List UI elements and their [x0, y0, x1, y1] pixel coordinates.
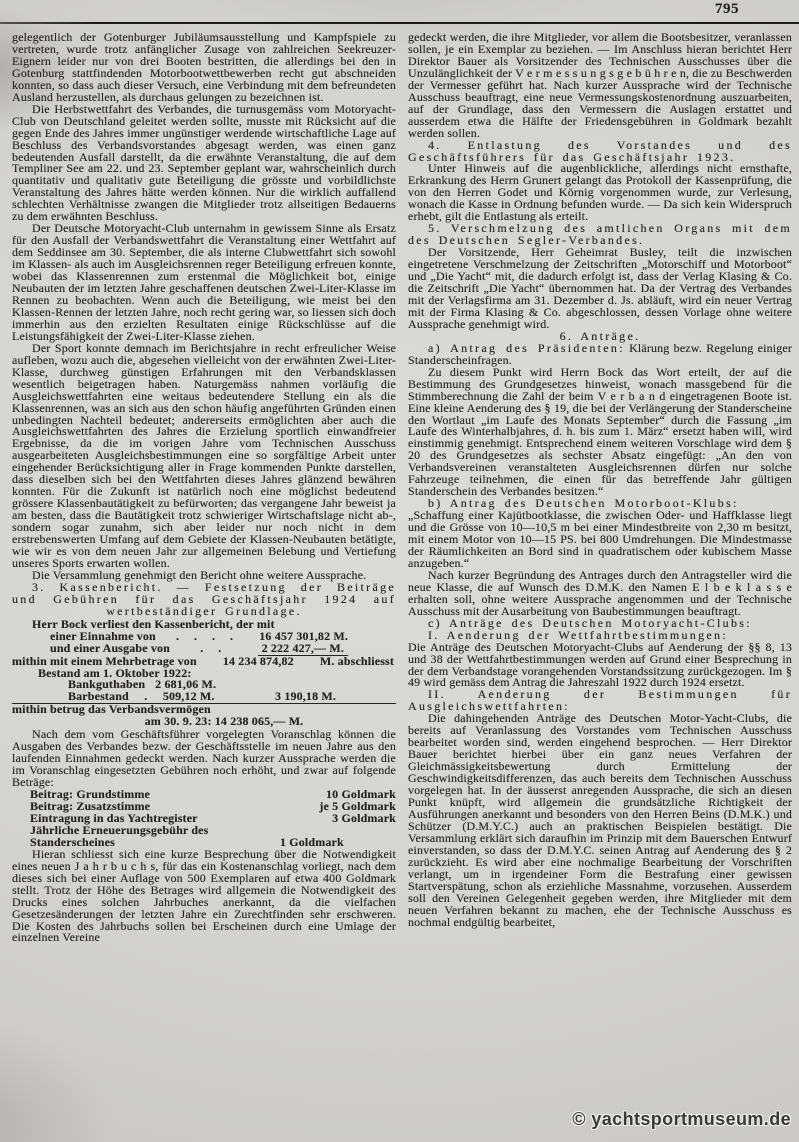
leader-dots: . . — [200, 640, 228, 655]
section-heading-antraege: 6. Anträge. — [559, 328, 641, 343]
paragraph: Unter Hinweis auf die augenblickliche, allerdings nicht ernsthafte, Erkrankung des Herrn Grunert gelangt das Protokoll der Kassenprüfung, die von den Herren Godet und Körnig vorgenommen wurde, zur Verlesung, wonach die Kasse in Ordnung befunden wurde. — Da sich kein Widerspruch erhebt, gilt die Entlastung als erteilt. — [408, 161, 792, 224]
antrag-a-label: a) Antrag des Präsidenten: — [428, 340, 625, 355]
watermark-yachtsportmuseum: © yachtsportmuseum.de — [572, 1109, 791, 1129]
paragraph: Der Sport konnte demnach im Berichtsjahre in recht erfreulicher Weise aufleben, wozu auch die, abgesehen vielleicht von der erwähnten Zwei-Liter-Klasse, durchweg günstigen Erfahrungen mit den Verbandsklassen wesentlich beigetragen haben. Naturgemäss nahmen vorläufig die Ausgleichswettfahrten eine weitaus bedeutendere Stellung ein als die Klassenrennen, was an sich aus den schon häufig angeführten Gründen einen unbedingten Nachteil bedeutet; andererseits ermöglichten aber auch die Ausgleichswettfahrten des Jahres die Erzielung sportlich einwandfreier Ergebnisse, da die im vorigen Jahre vom Technischen Ausschuss ausgearbeiteten Ausgleichsbestimmungen eine so sorgfältige Arbeit unter eingehender Berücksichtigung aller in Frage kommenden Punkte darstellen, dass dieselben sich bei den Wettfahrten dieses Jahres glänzend bewähren konnten. Für die Zukunft ist natürlich noch eine möglichst bedeutend grössere Klassenbautätigkeit zu befürworten; das vergangene Jahr beweist ja am besten, dass die Bautätigkeit trotz schwieriger Wirtschaftslage nicht ab-, sondern sogar zunahm, sich aber leider nur noch nicht in dem erstrebenswerten Umfang auf dem Gebiete der Klassen-Neubauten betätigte, wie wir es von dem neuen Jahr zur allgemeinen Belebung und Vertiefung unseres Sports erwarten wollen. — [12, 340, 396, 570]
expense-value: 2 222 427,— M. — [258, 643, 348, 656]
fee-label: Eintragung in das Yachtregister — [30, 810, 198, 825]
spacer — [215, 691, 275, 703]
section-heading-entlastung: 4. Entlastung des Vorstandes und des Geschäftsführers für das Geschäftsjahr 1923. — [408, 137, 792, 164]
surplus-value: 14 234 874,82 — [222, 653, 294, 668]
paragraph: gedeckt werden, die ihre Mitglieder, vor allem die Bootsbesitzer, veranlassen sollen, je ein Exemplar zu beziehen. — Im Anschluss hieran berichtet Herr Direktor Bauer als Vorsitzender des Technischen Ausschusses über die Unzulänglichkeit der V e r m e s s u n g s g e b ü h r e n, die zu Beschwerden der Vermesser geführt hat. Nach kurzer Aussprache wird der Technische Ausschuss beauftragt, eine neue Vermessungskostenordnung auszuarbeiten, auf der Grundlage, dass den Vermessern die Auslagen erstattet und ausserdem etwa die Hälfte der Friedensgebühren in Goldmark bezahlt werden sollen. — [408, 32, 792, 140]
left-column — [12, 32, 396, 1110]
heading-ausgleichswettfahrten: II. Aenderung der Bestimmungen für Ausgleichswettfahrten: — [408, 687, 792, 714]
leader-dot: . — [144, 689, 148, 704]
finance-statement — [12, 616, 396, 729]
fee-label: Beitrag: Grundstimme — [30, 787, 150, 802]
fee-list — [12, 789, 396, 849]
fee-value: 10 Goldmark — [326, 787, 396, 802]
paragraph-antrag-a — [408, 340, 792, 367]
cash-value: 509,12 M. — [162, 689, 215, 704]
section-heading-verschmelzung: 5. Verschmelzung des amtlichen Organs mit dem des Deutschen Segler-Verbandes. — [408, 221, 792, 248]
paragraph: Der Vorsitzende, Herr Geheimrat Busley, teilt die inzwischen eingetretene Verschmelzung der Zeitschriften „Motorschiff und Motorboot“ und „Die Yacht“ mit, die dadurch erfolgt ist, dass der Verlag Klasing & Co. die Zeitschrift „Die Yacht“ übernommen hat. Da der Vertrag des Verbandes mit der Verlagsfirma am 31. Dezember d. Js. abläuft, wird ein neuer Vertrag mit der Firma Klasing & Co. abgeschlossen, dessen Vorlage ohne weitere Aussprache genehmigt wird. — [408, 245, 792, 331]
balance-sum: 3 190,18 M. — [275, 689, 336, 704]
leader-dots: . . . . — [176, 628, 240, 643]
paragraph: Hieran schliesst sich eine kurze Besprechung über die Notwendigkeit eines neuen J a h r b u c h s, für das ein Kostenanschlag vorliegt, nach dem dieses sich bei einer Auflage von 500 Exemplaren auf etwa 400 Goldmark stellt. Trotz der Höhe des Betrages wird allgemein die Notwendigkeit des Drucks eines solchen Jahrbuches anerkannt, da die vielfachen Gesetzesänderungen der letzten Jahre ein Zurechtfinden sehr erschweren. Die Kosten des Jahrbuchs sollen bei Erscheinen durch eine Umlage der einzelnen Vereine — [12, 846, 396, 945]
assets-label: mithin betrug das Verbandsvermögen — [12, 702, 211, 717]
bank-label: Bankguthaben — [68, 677, 146, 692]
fee-label: Jährliche Erneuerungsgebühr des Standerscheines — [30, 822, 209, 849]
section-heading-kassenbericht: 3. Kassenbericht. — Festsetzung der Beiträge und Gebühren für das Geschäftsjahr 1924 auf wertbeständiger Grundlage. — [12, 579, 396, 618]
expense-label: und einer Ausgabe von — [50, 640, 170, 655]
finance-intro: Herr Bock verliest den Kassenbericht, der mit — [32, 616, 275, 631]
two-column-text-area — [12, 32, 792, 1110]
fee-label: Beitrag: Zusatzstimme — [30, 799, 151, 813]
paragraph: Die dahingehenden Anträge des Deutschen Motor-Yacht-Clubs, die bereits auf Veranlassung des Vorstandes vom Technischen Ausschuss bearbeitet worden sind, werden eingehend besprochen. — Herr Direktor Bauer berichtet hierbei über ein ganz neues Verfahren der Gleichmässigkeitsbewertung durch Ermittelung der Geschwindigkeitsdifferenzen, das auch bereits dem Technischen Ausschuss vorgelegen hat. In der äusserst anregenden Aussprache, die sich an diesen Punkt knüpft, wird allgemein die grundsätzliche Richtigkeit der Ausführungen anerkannt und besonders von den Herren Beins (D.M.K.) und Schützer (D.M.Y.C.) auch an praktischen Beispielen bestätigt. Die Versammlung erklärt sich daraufhin im Prinzip mit dem Bauerschen Entwurf einverstanden, so dass der D.M.Y.C. seinen Antrag auf Aenderung des § 2 zurückzieht. Es wird aber eine nochmalige Bearbeitung der Vorschriften verlangt, um in irgendeiner Form die Bestrafung einer gewissen Startverspätung, schon als erziehliche Massnahme, vorzusehen. Ausserdem soll den Vereinen Gelegenheit gegeben werden, ihre Mitglieder mit dem neuen Verfahren bekannt zu machen, ehe der Technische Ausschuss es nochmal endgültig bearbeitet, — [408, 711, 792, 929]
bank-value: 2 681,06 M. — [155, 677, 217, 692]
fee-value: je 5 Goldmark — [319, 799, 396, 813]
header-rule — [0, 22, 799, 24]
cash-label: Barbestand — [68, 689, 129, 704]
heading-wettfahrtbestimmungen: I. Aenderung der Wettfahrtbestimmungen: — [428, 627, 728, 642]
paragraph: Die Versammlung genehmigt den Bericht ohne weitere Aussprache. — [32, 567, 367, 582]
paragraph: Zu diesem Punkt wird Herrn Bock das Wort erteilt, der auf die Bestimmung des Grundgesetzes hinweist, wonach massgebend für die Stimmberechnung die Zahl der beim V e r b a n d eingetragenen Boote ist. Eine kleine Aenderung des § 19, die bei der Verlängerung der Standerscheine den Wortlaut „im Laufe des Monats September“ durch die Fassung „im Laufe des Winterhalbjahres, d. h. bis zum 1. März“ ersetzt haben will, wird einstimmig genehmigt. Entsprechend einem weiteren Vorschlage wird dem § 20 des Grundgesetzes als sechster Absatz eingefügt: „An den von Verbandsvereinen veranstalteten Ausgleichsrennen dürfen nur solche Fahrzeuge teilnehmen, die einen für das betreffende Jahr gültigen Standerschein des Verbandes besitzen.“ — [408, 364, 792, 499]
income-label: einer Einnahme von — [50, 628, 156, 643]
fee-value: 1 Goldmark — [280, 834, 344, 849]
paragraph: Die Anträge des Deutschen Motoryacht-Clubs auf Aenderung der §§ 8, 13 und 38 der Wettfahrtbestimmungen werden auf Grund einer Besprechung in der dem Verbandstage vorangehenden Vorstandssitzung zurückgezogen. Im § 49 wird gemäss dem Antrag die Jahreszahl 1922 durch 1924 ersetzt. — [408, 639, 792, 690]
page-number: 795 — [715, 1, 739, 17]
antrag-b-label: b) Antrag des Deutschen Motorboot-Klubs: — [428, 496, 739, 511]
income-value: 16 457 301,82 M. — [259, 628, 348, 643]
antrag-b-text: „Schaffung einer Kajütbootklasse, die zwischen Oder- und Haffklasse liegt und die Grösse von 10—10,5 m bei einer Mindestbreite von 2,30 m besitzt, mit einem Motor von 10—15 PS. bei 800 Umdrehungen. Die Mindestmasse der Räumlichkeiten an Bord sind in quadratischem oder kubischem Masse anzugeben.“ — [408, 508, 792, 570]
antrag-c-label: c) Anträge des Deutschen Motoryacht-Clubs: — [428, 615, 752, 630]
paragraph: Nach kurzer Begründung des Antrages durch den Antragsteller wird die neue Klasse, die auf Wunsch des D.M.K. den Namen E l b e k l a s s e erhalten soll, ohne weitere Aussprache angenommen und der Technische Ausschuss mit der Ausarbeitung von Baubestimmungen beauftragt. — [408, 567, 792, 618]
paragraph: gelegentlich der Gotenburger Jubiläumsausstellung und Kampfspiele zu vertreten, wurde trotz anfänglicher Zusage von zahlreichen Seekreuzer-Eignern leider nur von drei Booten bestritten, die allerdings bei den in Gotenburg stattfindenden Motorbootwettbewerben recht gut abschneiden konnten, so dass auch dieser Versuch, eine Verbindung mit dem befreundeten Ausland herzustellen, als durchaus gelungen zu bezeichnen ist. — [12, 32, 396, 104]
fee-row — [12, 822, 396, 849]
surplus-label: mithin mit einem Mehrbetrage von — [12, 653, 197, 668]
right-column — [408, 32, 792, 1110]
balance-title: Bestand am 1. Oktober 1922: — [38, 665, 192, 680]
surplus-suffix: M. abschliesst — [319, 653, 394, 668]
paragraph: Die Herbstwettfahrt des Verbandes, die turnusgemäss vom Motoryacht-Club von Deutschland geleitet werden sollte, musste mit Rücksicht auf die gegen Ende des Jahres immer ungünstiger werdende wirtschaftliche Lage auf Beschluss des Verbandsvorstandes abgesagt werden, was einen ganz bedeutenden Ausfall darstellt, da die erwähnte Veranstaltung, die auf dem Templiner See am 22. und 23. September geplant war, wahrscheinlich durch quantitativ und qualitativ gute Beteiligung die grösste und vorbildlichste Veranstaltung des Jahres hätte werden können. Nur die wirklich auffallend schlechten Verhältnisse zwangen die Mitglieder trotz allseitigen Bedauerns zu dem erwähnten Beschluss. — [12, 101, 396, 224]
fee-value: 3 Goldmark — [332, 810, 396, 825]
assets-value: am 30. 9. 23: 14 238 065,— M. — [144, 714, 304, 729]
paragraph: Der Deutsche Motoryacht-Club unternahm in gewissem Sinne als Ersatz für den Ausfall der Verbandswettfahrt die Veranstaltung einer Wettfahrt auf dem Seddinsee am 30. September, die als interne Clubwettfahrt sich sowohl im Klassen- als auch im Ausgleichsrennen reger Beteiligung erfreuen konnte, wobei das Klassenrennen zum erstenmal die Möglichkeit bot, einige Neubauten der im letzten Jahre geschaffenen deutschen Zwei-Liter-Klasse im Rennen zu beobachten. Wenn auch die Beteiligung, wie meist bei den Klassen-Rennen der letzten Jahre, noch recht gering war, so liessen sich doch immerhin aus den erzielten Resultaten einige Rückschlüsse auf die Leistungsfähigkeit der Zwei-Liter-Klasse ziehen. — [12, 221, 396, 343]
antrag-a-text: Klärung bezw. Regelung einiger Standerscheinfragen. — [408, 340, 792, 367]
paragraph: Nach dem vom Geschäftsführer vorgelegten Voranschlag können die Ausgaben des Verbandes bezw. der Geschäftsstelle im neuen Jahre aus den laufenden Einnahmen gedeckt werden. Nach kurzer Aussprache werden die im Voranschlag eingesetzten Gebühren noch erhöht, und zwar auf folgende Beträge: — [12, 727, 396, 790]
